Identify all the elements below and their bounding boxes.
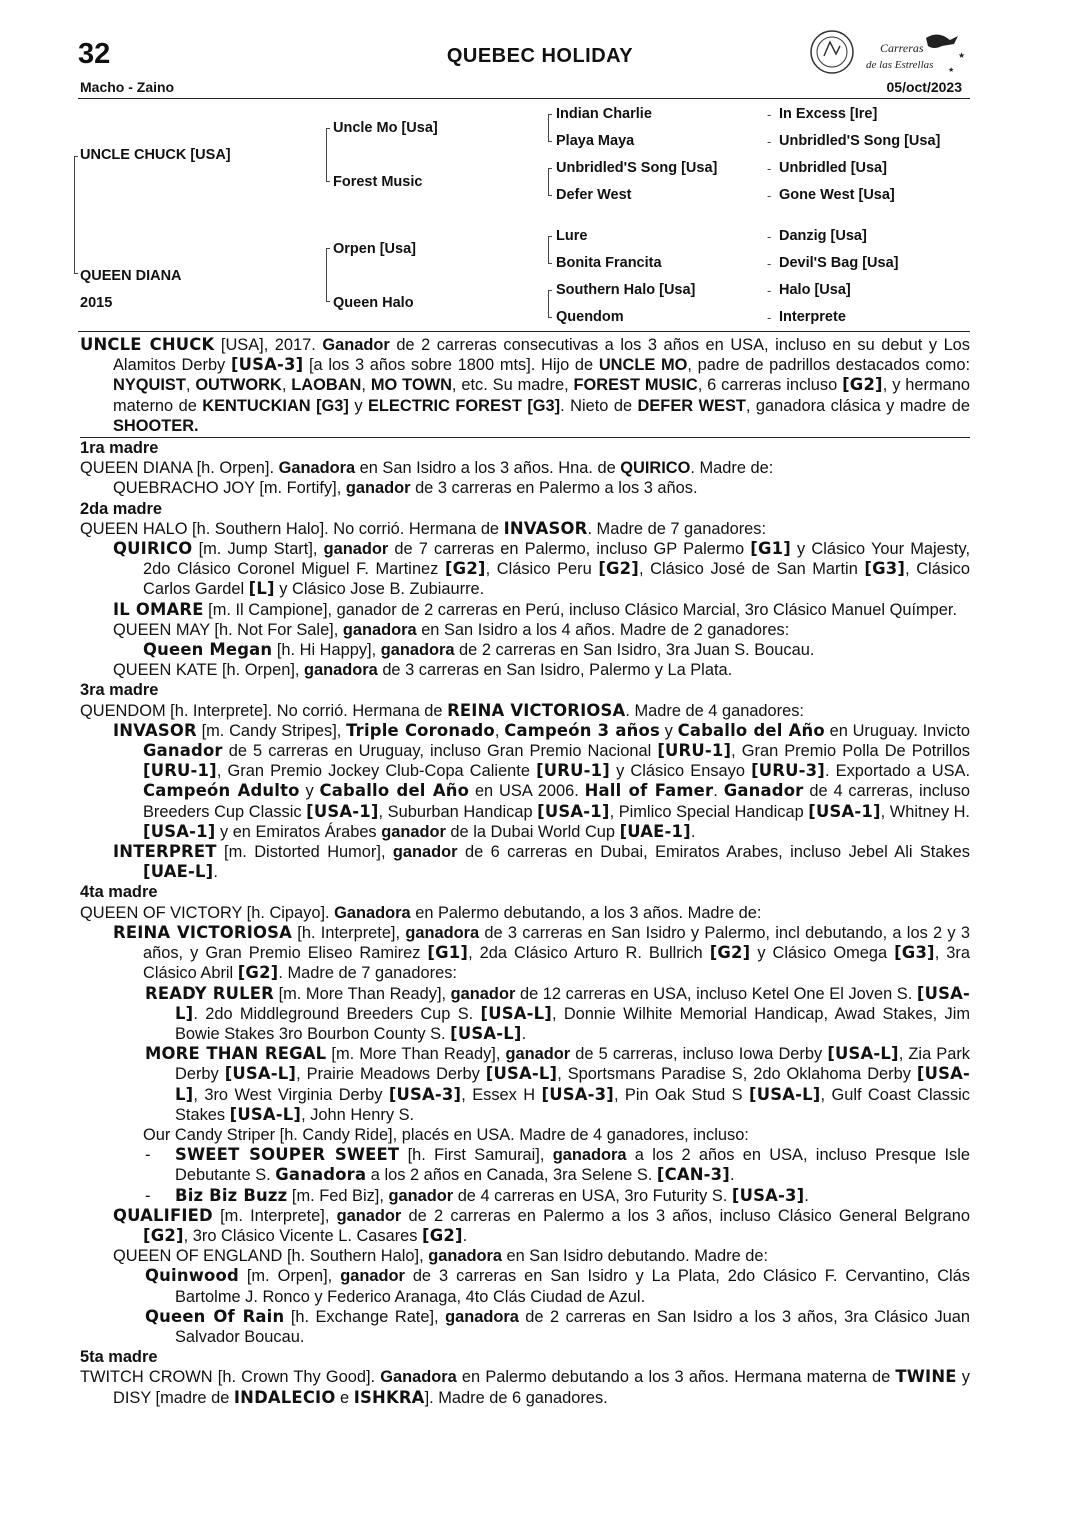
gen4-3: Unbridled [Usa] [779,160,887,176]
svg-text:★: ★ [958,51,966,60]
section-5ta-madre: 5ta madre [80,1348,158,1367]
dam-4-paragraph: QUEEN OF VICTORY [h. Cipayo]. Ganadora en Palermo debutando, a los 3 años. Madre de: [80,903,762,922]
gen3-8: Quendom [556,309,624,325]
gen4-6: Devil'S Bag [Usa] [779,255,899,271]
dam-year: 2015 [80,295,113,311]
offspring-entry: Quinwood [m. Orpen], ganador de 3 carreras en San Isidro y La Plata, 2do Clásico F. Cervantino, Clás Bartolme J. Ronco y Federico Aranaga, 4to Clás Ciudad de Azul. [145,1266,970,1306]
dam-1-paragraph: QUEEN DIANA [h. Orpen]. Ganadora en San Isidro a los 3 años. Hna. de QUIRICO. Madre de: [80,459,774,478]
svg-text:de las Estrellas: de las Estrellas [866,59,934,71]
offspring-entry: QUIRICO [m. Jump Start], ganador de 7 carreras en Palermo, incluso GP Palermo [G1] y Clásico Your Majesty, 2do Clásico Coronel Miguel F. Martinez [G2], Clásico Peru [G2], Clásico José de San Martin [G3], Clásico Carlos Gardel [L] y Clásico Jose B. Zubiaurre. [113,539,971,599]
dam: QUEEN DIANA [80,268,182,284]
offspring-entry: Our Candy Striper [h. Candy Ride], placés en USA. Madre de 4 ganadores, incluso: [143,1125,749,1144]
pedigree-rule [78,331,970,332]
date: 05/oct/2023 [886,79,962,95]
section-1ra-madre: 1ra madre [80,439,159,458]
gen4-7: Halo [Usa] [779,282,851,298]
dam-3-paragraph: QUENDOM [h. Interprete]. No corrió. Hermana de REINA VICTORIOSA. Madre de 4 ganadores: [80,700,804,720]
offspring-entry: QUEBRACHO JOY [m. Fortify], ganador de 3 carreras en Palermo a los 3 años. [113,479,698,498]
dam-5-paragraph: TWITCH CROWN [h. Crown Thy Good]. Ganadora en Palermo debutando a los 3 años. Hermana materna de TWINE y DISY [madre de INDALECIO e ISHKRA]. Madre de 6 ganadores. [80,1367,970,1407]
gen4-4: Gone West [Usa] [779,187,895,203]
gen2-1: Uncle Mo [Usa] [333,120,438,136]
offspring-entry: MORE THAN REGAL [m. More Than Ready], ganador de 5 carreras, incluso Iowa Derby [USA-L], Zia Park Derby [USA-L], Prairie Meadows Derby [USA-L], Sportsmans Paradise S, 2do Oklahoma Derby [USA-L], 3ro West Virginia Derby [USA-3], Essex H [USA-3], Pin Oak Stud S [USA-L], Gulf Coast Classic Stakes [USA-L], John Henry S. [145,1044,970,1124]
gen2-3: Orpen [Usa] [333,241,416,257]
gen3-1: Indian Charlie [556,106,652,122]
offspring-entry: - SWEET SOUPER SWEET [h. First Samurai], ganadora a los 2 años en USA, incluso Presque Isle Debutante S. Ganadora a los 2 años en Canada, 3ra Selene S. [CAN-3]. [145,1145,970,1185]
section-2da-madre: 2da madre [80,499,162,518]
offspring-entry: QUEEN KATE [h. Orpen], ganadora de 3 carreras en San Isidro, Palermo y La Plata. [113,661,733,680]
gen4-5: Danzig [Usa] [779,228,867,244]
gen2-2: Forest Music [333,174,423,190]
offspring-entry: READY RULER [m. More Than Ready], ganador de 12 carreras en USA, incluso Ketel One El Joven S. [USA-L]. 2do Middleground Breeders Cup S. [USA-L], Donnie Wilhite Memorial Handicap, Awad Stakes, Jim Bowie Stakes 3ro Bourbon County S. [USA-L]. [145,983,970,1043]
offspring-entry: REINA VICTORIOSA [h. Interprete], ganadora de 3 carreras en San Isidro y Palermo, incl debutando, a los 2 y 3 años, y Gran Premio Eliseo Ramirez [G1], 2da Clásico Arturo R. Bullrich [G2] y Clásico Omega [G3], 3ra Clásico Abril [G2]. Madre de 7 ganadores: [113,922,971,983]
offspring-entry: INVASOR [m. Candy Stripes], Triple Coronado, Campeón 3 años y Caballo del Año en Uruguay. Invicto Ganador de 5 carreras en Uruguay, incluso Gran Premio Nacional [URU-1], Gran Premio Polla De Potrillos [URU-1], Gran Premio Jockey Club-Copa Caliente [URU-1] y Clásico Ensayo [URU-3]. Exportado a USA. Campeón Adulto y Caballo del Año en USA 2006. Hall of Famer. Ganador de 4 carreras, incluso Breeders Cup Classic [USA-1], Suburban Handicap [USA-1], Pimlico Special Handicap [USA-1], Whitney H. [USA-1] y en Emiratos Árabes ganador de la Dubai World Cup [UAE-1]. [113,720,971,841]
gen4-1: In Excess [Ire] [779,106,878,122]
gen3-2: Playa Maya [556,133,635,149]
gen2-4: Queen Halo [333,295,414,311]
offspring-entry: Queen Of Rain [h. Exchange Rate], ganadora de 2 carreras en San Isidro a los 3 años, 3ra Clásico Juan Salvador Boucau. [145,1306,970,1346]
offspring-entry: - Biz Biz Buzz [m. Fed Biz], ganador de 4 carreras en USA, 3ro Futurity S. [USA-3]. [145,1185,809,1205]
page-number: 32 [78,38,111,70]
gen4-8: Interprete [779,309,846,325]
header-rule [78,98,970,99]
gen3-4: Defer West [556,187,632,203]
offspring-entry: QUEEN MAY [h. Not For Sale], ganadora en San Isidro a los 4 años. Madre de 2 ganadores: [113,620,790,639]
gen3-6: Bonita Francita [556,255,662,271]
horse-name: QUEBEC HOLIDAY [446,45,634,67]
svg-text:Carreras: Carreras [880,41,924,55]
gen4-2: Unbridled'S Song [Usa] [779,133,941,149]
offspring-entry: QUEEN OF ENGLAND [h. Southern Halo], ganadora en San Isidro debutando. Madre de: [113,1247,769,1266]
dam-2-paragraph: QUEEN HALO [h. Southern Halo]. No corrió. Hermana de INVASOR. Madre de 7 ganadores: [80,518,767,538]
pedigree-notes [80,335,970,1408]
offspring-entry: QUALIFIED [m. Interprete], ganador de 2 carreras en Palermo a los 3 años, incluso Clásico General Belgrano [G2], 3ro Clásico Vicente L. Casares [G2]. [113,1205,971,1245]
gen3-7: Southern Halo [Usa] [556,282,696,298]
section-3ra-madre: 3ra madre [80,681,159,700]
sex-color: Macho - Zaino [80,79,175,95]
sire: UNCLE CHUCK [USA] [80,147,231,163]
svg-text:★: ★ [948,67,955,74]
gen3-3: Unbridled'S Song [Usa] [556,160,718,176]
offspring-entry: Queen Megan [h. Hi Happy], ganadora de 2 carreras en San Isidro, 3ra Juan S. Boucau. [143,640,815,660]
offspring-entry: INTERPRET [m. Distorted Humor], ganador de 6 carreras en Dubai, Emiratos Arabes, incluso Jebel Ali Stakes [UAE-L]. [113,842,970,882]
carreras-estrellas-logo [808,28,968,78]
offspring-entry: IL OMARE [m. Il Campione], ganador de 2 carreras en Perú, incluso Clásico Marcial, 3ro Clásico Manuel Químper. [113,599,958,619]
gen3-5: Lure [556,228,588,244]
section-4ta-madre: 4ta madre [80,883,158,902]
sire-paragraph: UNCLE CHUCK [USA], 2017. Ganador de 2 carreras consecutivas a los 3 años en USA, incluso en su debut y Los Alamitos Derby [USA-3] [a los 3 años sobre 1800 mts]. Hijo de UNCLE MO, padre de padrillos destacados como: NYQUIST, OUTWORK, LAOBAN, MO TOWN, etc. Su madre, FOREST MUSIC, 6 carreras incluso [G2], y hermano materno de KENTUCKIAN [G3] y ELECTRIC FOREST [G3]. Nieto de DEFER WEST, ganadora clásica y madre de SHOOTER. [80,335,970,435]
